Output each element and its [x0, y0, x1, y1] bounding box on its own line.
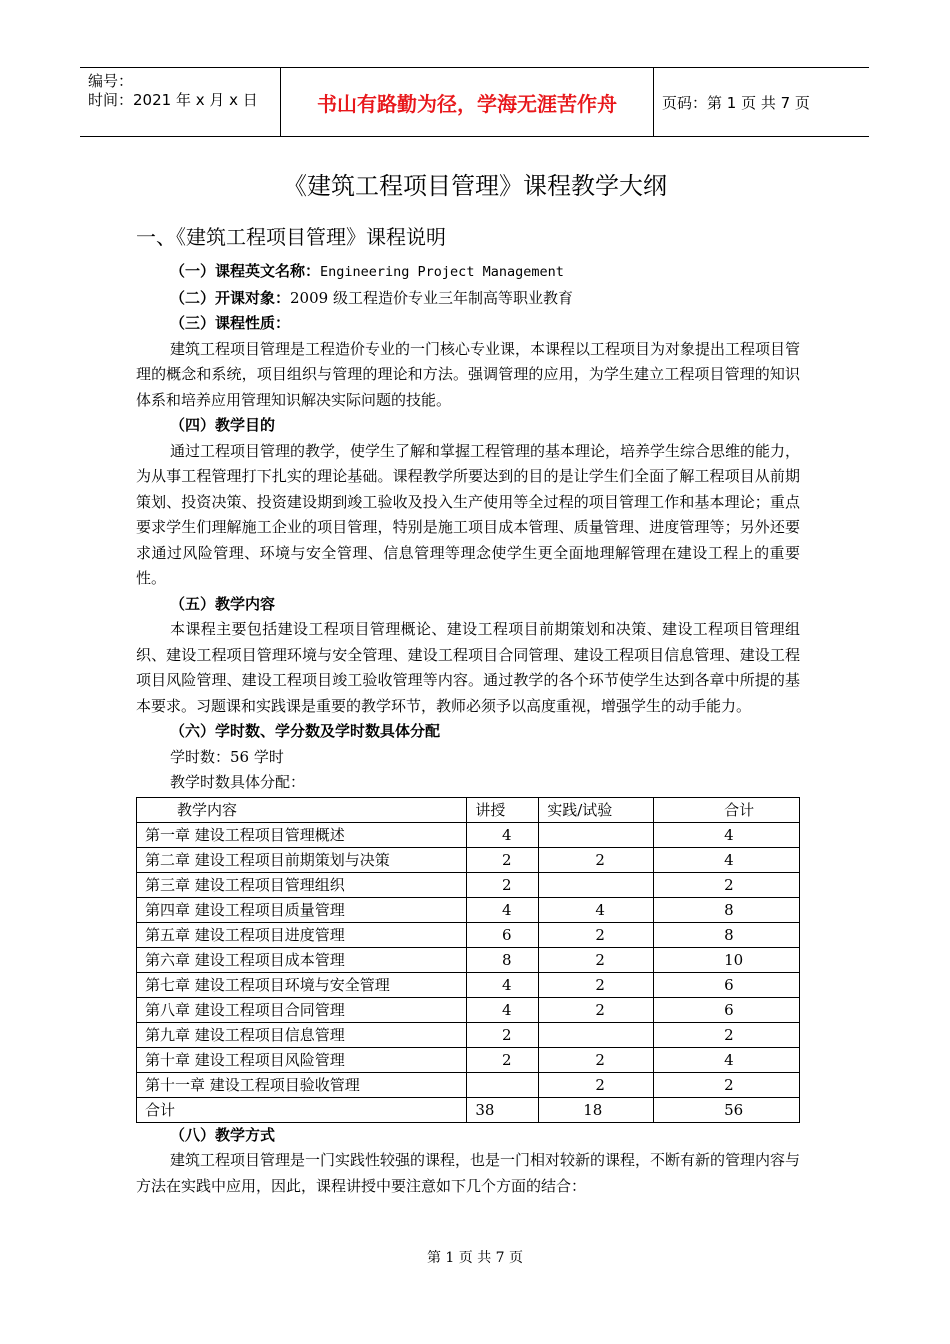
table-cell: 2 — [654, 1072, 800, 1097]
table-cell: 合计 — [137, 1097, 467, 1122]
allocation-line: 教学时数具体分配： — [170, 773, 306, 791]
table-cell: 8 — [654, 922, 800, 947]
table-cell: 4 — [467, 972, 539, 997]
table-cell: 第七章 建设工程项目环境与安全管理 — [137, 972, 467, 997]
hours-allocation-table — [136, 797, 800, 1123]
table-header-row — [137, 797, 800, 822]
table-row — [137, 822, 800, 847]
paragraph-nature: 建筑工程项目管理是工程造价专业的一门核心专业课，本课程以工程项目为对象提出工程项目管理的概念和系统，项目组织与管理的理论和方法。强调管理的应用，为学生建立工程项目管理的知识体系和培养应用管理知识解决实际问题的技能。 — [136, 339, 801, 409]
item-content — [136, 592, 800, 618]
document-number: 编号： — [88, 72, 134, 90]
document-body — [136, 259, 800, 1199]
table-cell: 2 — [467, 847, 539, 872]
item-label: （一）课程英文名称： — [170, 262, 321, 280]
table-cell: 8 — [654, 897, 800, 922]
table-cell: 第一章 建设工程项目管理概述 — [137, 822, 467, 847]
table-row — [137, 897, 800, 922]
table-cell: 2 — [539, 922, 654, 947]
table-cell: 2 — [654, 1022, 800, 1047]
item-teaching-method — [136, 1123, 800, 1149]
table-cell: 4 — [654, 1047, 800, 1072]
item-english-name — [136, 259, 800, 286]
table-cell: 第十章 建设工程项目风险管理 — [137, 1047, 467, 1072]
table-cell: 4 — [467, 897, 539, 922]
table-header-cell: 讲授 — [467, 797, 539, 822]
document-date: 时间：2021 年 x 月 x 日 — [88, 91, 258, 109]
table-header-cell: 合计 — [654, 797, 800, 822]
table-cell: 6 — [654, 972, 800, 997]
item-value: Engineering Project Management — [320, 264, 564, 280]
table-cell: 2 — [539, 947, 654, 972]
table-cell: 第十一章 建设工程项目验收管理 — [137, 1072, 467, 1097]
table-cell: 4 — [467, 822, 539, 847]
hours-line: 学时数：56 学时 — [170, 747, 284, 766]
table-cell: 第三章 建设工程项目管理组织 — [137, 872, 467, 897]
table-cell: 8 — [467, 947, 539, 972]
item-label: （四）教学目的 — [170, 416, 276, 434]
item-purpose — [136, 413, 800, 439]
table-row — [137, 1072, 800, 1097]
section-heading-1: 一、《建筑工程项目管理》课程说明 — [136, 225, 446, 249]
item-audience — [136, 286, 800, 312]
item-label: （二）开课对象： — [170, 288, 291, 307]
header-page-info: 页码：第 1 页 共 7 页 — [662, 93, 810, 112]
table-cell: 2 — [539, 972, 654, 997]
table-cell: 2 — [654, 872, 800, 897]
table-cell: 第六章 建设工程项目成本管理 — [137, 947, 467, 972]
table-cell — [539, 822, 654, 847]
table-cell: 4 — [654, 847, 800, 872]
item-nature — [136, 311, 800, 337]
table-cell: 4 — [654, 822, 800, 847]
table-cell: 4 — [539, 897, 654, 922]
item-hours — [136, 719, 800, 745]
table-cell: 6 — [654, 997, 800, 1022]
page-footer: 第 1 页 共 7 页 — [426, 1250, 524, 1266]
table-row — [137, 997, 800, 1022]
item-value: 2009 级工程造价专业三年制高等职业教育 — [290, 288, 573, 307]
table-row — [137, 972, 800, 997]
document-title: 《建筑工程项目管理》课程教学大纲 — [283, 172, 667, 200]
paragraph-teaching-method: 建筑工程项目管理是一门实践性较强的课程，也是一门相对较新的课程，不断有新的管理内容与方法在实践中应用，因此，课程讲授中要注意如下几个方面的结合： — [136, 1151, 801, 1195]
item-label: （八）教学方式 — [170, 1125, 276, 1144]
table-cell: 6 — [467, 922, 539, 947]
table-row — [137, 947, 800, 972]
table-row — [137, 1047, 800, 1072]
table-row — [137, 922, 800, 947]
table-row — [137, 1022, 800, 1047]
table-cell: 38 — [467, 1097, 539, 1122]
table-cell: 10 — [654, 947, 800, 972]
table-cell: 2 — [467, 872, 539, 897]
item-label: （六）学时数、学分数及学时数具体分配 — [170, 722, 441, 740]
table-header-cell: 教学内容 — [137, 797, 467, 822]
table-cell: 第九章 建设工程项目信息管理 — [137, 1022, 467, 1047]
table-header-cell: 实践/试验 — [539, 797, 654, 822]
table-cell: 18 — [539, 1097, 654, 1122]
paragraph-content: 本课程主要包括建设工程项目管理概论、建设工程项目前期策划和决策、建设工程项目管理组织、建设工程项目管理环境与安全管理、建设工程项目合同管理、建设工程项目信息管理、建设工程项目风险管理、建设工程项目竣工验收管理等内容。通过教学的各个环节使学生达到各章中所提的基本要求。习题课和实践课是重要的教学环节，教师必须予以高度重视，增强学生的动手能力。 — [136, 620, 800, 715]
table-cell: 第五章 建设工程项目进度管理 — [137, 922, 467, 947]
table-row — [137, 872, 800, 897]
table-cell: 第二章 建设工程项目前期策划与决策 — [137, 847, 467, 872]
table-cell: 2 — [539, 1072, 654, 1097]
table-total-row — [137, 1097, 800, 1122]
table-cell: 56 — [654, 1097, 800, 1122]
table-cell: 4 — [467, 997, 539, 1022]
table-cell — [539, 872, 654, 897]
item-label: （三）课程性质： — [170, 314, 291, 332]
table-cell — [539, 1022, 654, 1047]
table-row — [137, 847, 800, 872]
item-label: （五）教学内容 — [170, 594, 276, 613]
page-header — [80, 67, 869, 137]
table-cell: 2 — [539, 1047, 654, 1072]
table-cell: 第四章 建设工程项目质量管理 — [137, 897, 467, 922]
table-cell: 2 — [467, 1047, 539, 1072]
table-cell — [467, 1072, 539, 1097]
header-motto: 书山有路勤为径，学海无涯苦作舟 — [281, 68, 654, 136]
table-cell: 2 — [539, 847, 654, 872]
table-cell: 第八章 建设工程项目合同管理 — [137, 997, 467, 1022]
header-meta — [80, 68, 281, 136]
table-cell: 2 — [467, 1022, 539, 1047]
table-cell: 2 — [539, 997, 654, 1022]
paragraph-purpose: 通过工程项目管理的教学，使学生了解和掌握工程管理的基本理论，培养学生综合思维的能力，为从事工程管理打下扎实的理论基础。课程教学所要达到的目的是让学生们全面了解工程项目从前期策划、投资决策、投资建设期到竣工验收及投入生产使用等全过程的项目管理工作和基本理论；重点要求学生们理解施工企业的项目管理，特别是施工项目成本管理、质量管理、进度管理等；另外还要求通过风险管理、环境与安全管理、信息管理等理念使学生更全面地理解管理在建设工程上的重要性。 — [136, 441, 801, 587]
